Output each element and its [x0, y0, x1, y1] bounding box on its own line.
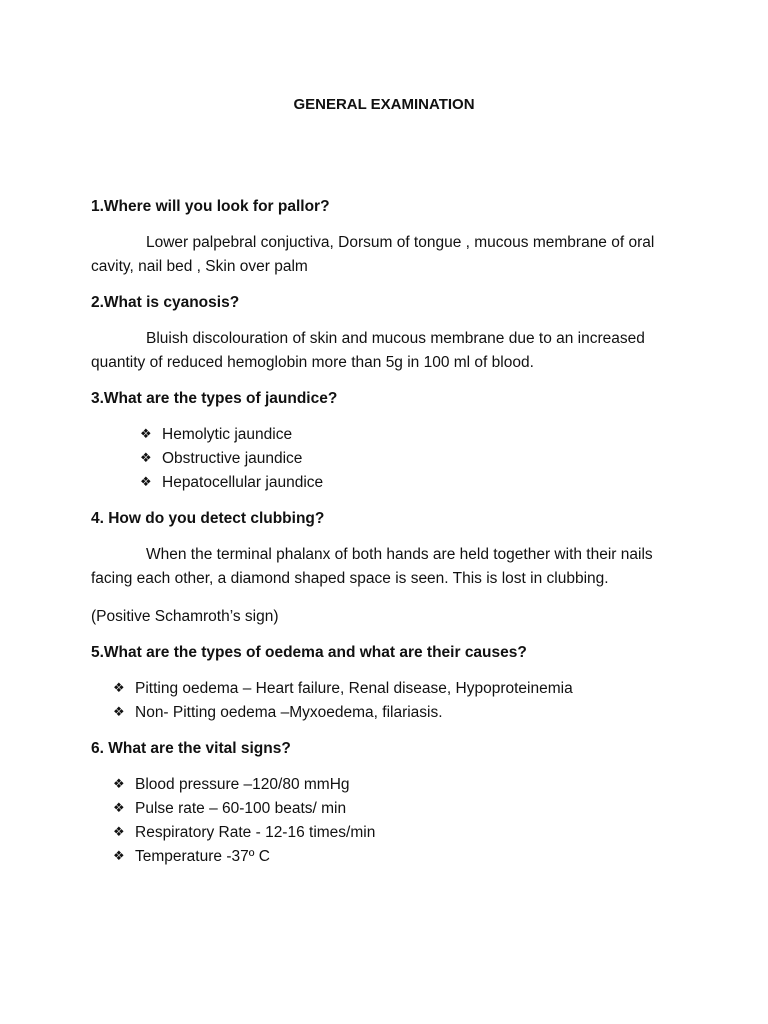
- list-item-text: Blood pressure –120/80 mmHg: [135, 776, 350, 793]
- list-item-text: Non- Pitting oedema –Myxoedema, filariasis.: [135, 704, 443, 721]
- list-item: [91, 797, 681, 821]
- list-item-text: Pulse rate – 60-100 beats/ min: [135, 800, 347, 817]
- list-item-text: Hemolytic jaundice: [162, 426, 293, 443]
- bullet-icon: ❖: [140, 427, 152, 442]
- list-item: [91, 701, 681, 725]
- list-item: [91, 447, 681, 471]
- list-item: [91, 773, 681, 797]
- list-item-text: Temperature -37º C: [135, 848, 270, 865]
- bullet-icon: ❖: [113, 825, 125, 840]
- question-6: 6. What are the vital signs?: [91, 740, 291, 757]
- bullet-icon: ❖: [113, 849, 125, 864]
- jaundice-types-list: [91, 423, 681, 495]
- document-title: GENERAL EXAMINATION: [293, 96, 475, 113]
- question-2: 2.What is cyanosis?: [91, 294, 240, 311]
- answer-1: Lower palpebral conjuctiva, Dorsum of tongue , mucous membrane of oral cavity, nail bed , Skin over palm: [91, 234, 655, 275]
- vital-signs-list: [91, 773, 681, 869]
- question-3: 3.What are the types of jaundice?: [91, 390, 338, 407]
- question-4: 4. How do you detect clubbing?: [91, 510, 325, 527]
- list-item-text: Respiratory Rate - 12-16 times/min: [135, 824, 376, 841]
- list-item: [91, 845, 681, 869]
- list-item-text: Obstructive jaundice: [162, 450, 303, 467]
- bullet-icon: ❖: [113, 681, 125, 696]
- list-item-text: Hepatocellular jaundice: [162, 474, 324, 491]
- question-5: 5.What are the types of oedema and what are their causes?: [91, 644, 527, 661]
- answer-2: Bluish discolouration of skin and mucous membrane due to an increased quantity of reduced hemoglobin more than 5g in 100 ml of blood.: [91, 330, 645, 371]
- bullet-icon: ❖: [113, 801, 125, 816]
- question-1: 1.Where will you look for pallor?: [91, 198, 330, 215]
- bullet-icon: ❖: [113, 777, 125, 792]
- list-item: [91, 677, 681, 701]
- bullet-icon: ❖: [140, 475, 152, 490]
- list-item-text: Pitting oedema – Heart failure, Renal disease, Hypoproteinemia: [135, 680, 573, 697]
- document-body: [91, 197, 681, 883]
- bullet-icon: ❖: [140, 451, 152, 466]
- bullet-icon: ❖: [113, 705, 125, 720]
- list-item: [91, 423, 681, 447]
- list-item: [91, 821, 681, 845]
- answer-4-note: (Positive Schamroth’s sign): [91, 608, 279, 625]
- list-item: [91, 471, 681, 495]
- answer-4: When the terminal phalanx of both hands are held together with their nails facing each other, a diamond shaped space is seen. This is lost in clubbing.: [91, 546, 653, 587]
- oedema-types-list: [91, 677, 681, 725]
